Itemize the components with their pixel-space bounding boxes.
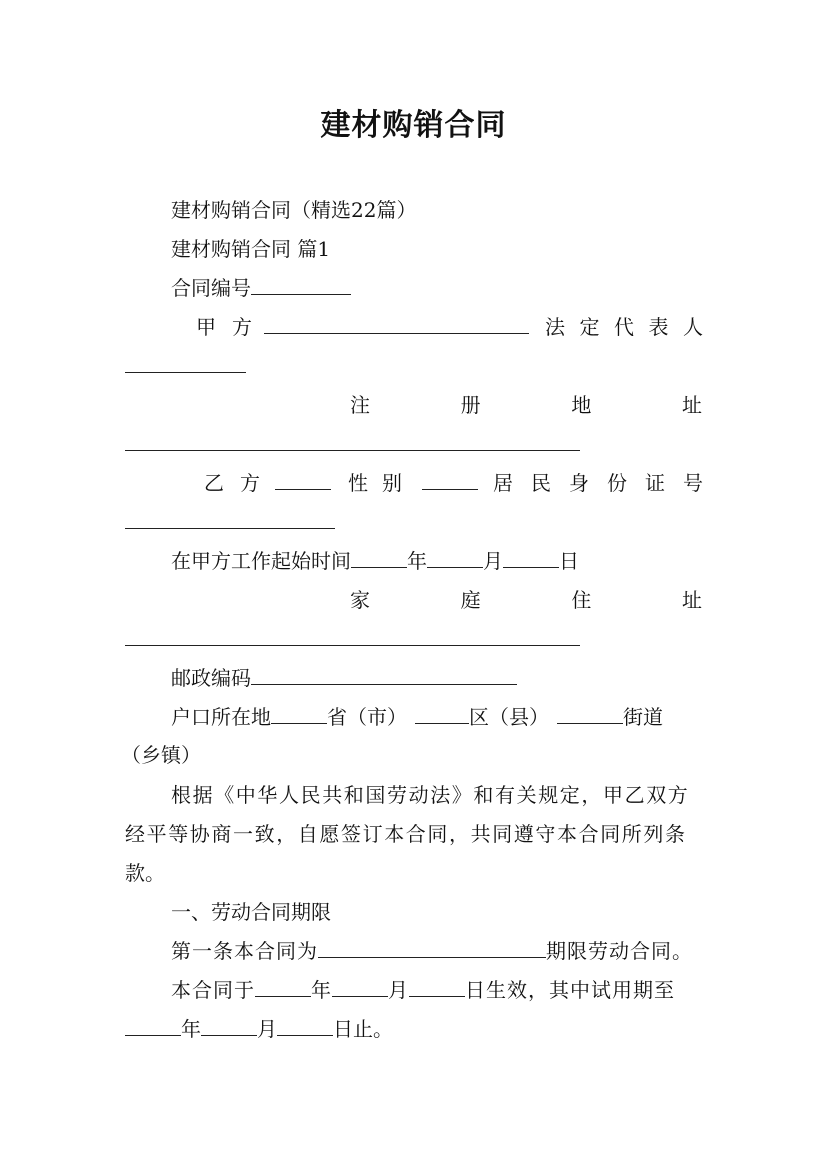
gender-blank (422, 469, 478, 490)
registered-address-blank-wrap (125, 430, 580, 458)
probation-end-line: 年 月 日止。 (125, 1015, 393, 1043)
legal-rep-blank (125, 352, 246, 373)
document-title: 建材购销合同 (320, 108, 507, 143)
probation-month-blank (201, 1015, 257, 1036)
party-a-char-2: 方 (232, 315, 252, 339)
contract-number-line (171, 274, 351, 302)
hukou-line: 户口所在地 省（市） 区（县） 街道 (171, 705, 663, 729)
article-heading: 建材购销合同 篇1 (171, 237, 331, 261)
legal-rep-label: 法 定 代 表 人 (545, 315, 703, 339)
start-month-blank (427, 547, 483, 568)
start-year-blank (351, 547, 407, 568)
postcode-line: 邮政编码 (171, 664, 517, 692)
party-b-blank (275, 469, 331, 490)
basis-line-1: 根据《中华人民共和国劳动法》和有关规定，甲乙双方 (171, 783, 690, 807)
home-address-label: 家 庭 住 址 (350, 588, 702, 612)
clause-1: 第一条本合同为 期限劳动合同。 (171, 939, 693, 963)
home-address-blank (125, 625, 580, 646)
hukou-street-blank (557, 703, 623, 724)
effective-day-blank (409, 976, 465, 997)
home-address-blank-wrap (125, 625, 580, 653)
party-b-line: 乙 方 (204, 471, 260, 495)
party-a-blank (264, 313, 529, 334)
hukou-town: （乡镇） (121, 743, 201, 767)
effective-line: 本合同于 年 月 日生效，其中试用期至 (171, 978, 675, 1002)
registered-address-blank (125, 430, 580, 451)
effective-year-blank (255, 976, 311, 997)
hukou-district-blank (415, 703, 469, 724)
legal-rep-blank-wrap (125, 352, 246, 380)
id-number-blank (125, 508, 335, 529)
gender-label: 性 别 (348, 471, 402, 495)
gender-blank-wrap (422, 469, 478, 497)
probation-year-blank (125, 1015, 181, 1036)
section-heading-1: 一、劳动合同期限 (171, 900, 331, 924)
contract-number-label: 合同编号 (171, 276, 251, 300)
contract-number-blank (251, 274, 351, 295)
start-day-blank (503, 547, 559, 568)
start-time-line: 在甲方工作起始时间 年 月 日 (171, 549, 579, 573)
basis-line-3: 款。 (125, 861, 165, 885)
id-number-label: 居 民 身 份 证 号 (493, 471, 703, 495)
party-a-line (196, 313, 252, 341)
hukou-province-blank (271, 703, 327, 724)
probation-day-blank (277, 1015, 333, 1036)
basis-line-2: 经平等协商一致，自愿签订本合同，共同遵守本合同所列条 (125, 822, 687, 846)
effective-month-blank (332, 976, 388, 997)
id-number-blank-wrap (125, 508, 335, 536)
party-a-blank-wrap (264, 313, 529, 341)
postcode-blank (251, 664, 517, 685)
subtitle: 建材购销合同（精选22篇） (171, 198, 417, 222)
contract-term-blank (318, 937, 546, 958)
registered-address-label: 注 册 地 址 (350, 393, 702, 417)
party-a-char-1: 甲 (196, 315, 216, 339)
party-b-blank-wrap (275, 469, 331, 497)
